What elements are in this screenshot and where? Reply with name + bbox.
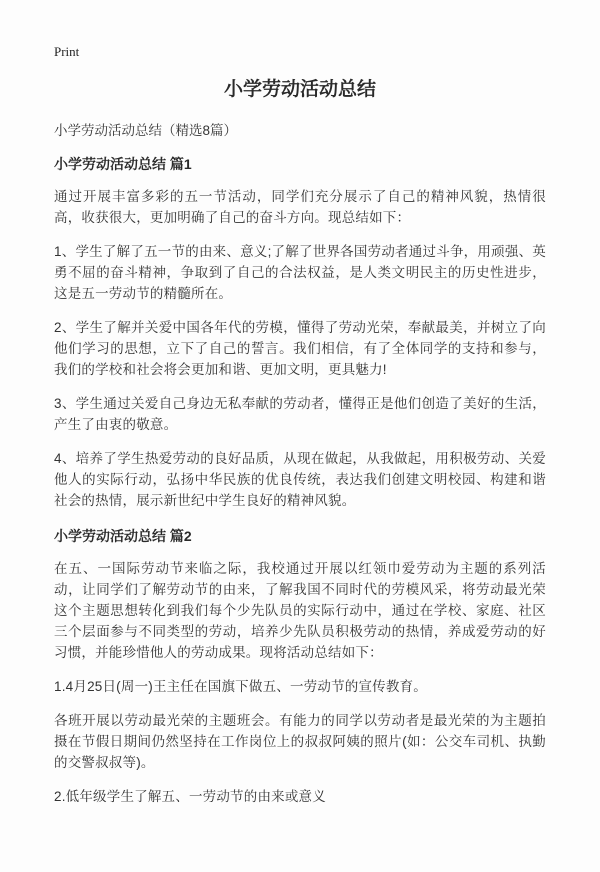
- paragraph: 各班开展以劳动最光荣的主题班会。有能力的同学以劳动者是最光荣的为主题拍摄在节假日期间仍然坚持在工作岗位上的叔叔阿姨的照片(如：公交车司机、执勤的交警叔叔等)。: [54, 713, 546, 770]
- paragraph: 1、学生了解了五一节的由来、意义;了解了世界各国劳动者通过斗争，用顽强、英勇不屈的奋斗精神，争取到了自己的合法权益，是人类文明民主的历史性进步，这是五一劳动节的精髓所在。: [54, 244, 546, 301]
- document-page: [0, 44, 600, 872]
- paragraph: 通过开展丰富多彩的五一节活动，同学们充分展示了自己的精神风貌，热情很高，收获很大，更加明确了自己的奋斗方向。现总结如下：: [54, 189, 546, 225]
- page-subtitle: 小学劳动活动总结（精选8篇）: [54, 123, 238, 138]
- section-1: [54, 155, 546, 511]
- paragraph: 3、学生通过关爱自己身边无私奉献的劳动者，懂得正是他们创造了美好的生活，产生了由衷的敬意。: [54, 396, 546, 432]
- page-title: 小学劳动活动总结: [223, 79, 376, 100]
- print-link[interactable]: Print: [54, 44, 80, 59]
- paragraph: 在五、一国际劳动节来临之际，我校通过开展以红领巾爱劳动为主题的系列活动，让同学们了解劳动节的由来，了解我国不同时代的劳模风采，将劳动最光荣这个主题思想转化到我们每个少先队员的实际行动中，通过在学校、家庭、社区三个层面参与不同类型的劳动，培养少先队员积极劳动的热情，养成爱劳动的好习惯，并能珍惜他人的劳动成果。现将活动总结如下：: [54, 561, 546, 660]
- section-2-heading: 小学劳动活动总结 篇2: [54, 528, 192, 544]
- section-1-heading: 小学劳动活动总结 篇1: [54, 156, 192, 172]
- paragraph: 2、学生了解并关爱中国各年代的劳模，懂得了劳动光荣，奉献最美，并树立了向他们学习的思想，立下了自己的誓言。我们相信，有了全体同学的支持和参与，我们的学校和社会将会更加和谐、更加文明，更具魅力!: [54, 320, 546, 377]
- paragraph: 2.低年级学生了解五、一劳动节的由来或意义: [54, 789, 326, 804]
- section-2: [54, 527, 546, 807]
- paragraph: 1.4月25日(周一)王主任在国旗下做五、一劳动节的宣传教育。: [54, 679, 427, 694]
- paragraph: 4、培养了学生热爱劳动的良好品质，从现在做起，从我做起，用积极劳动、关爱他人的实际行动，弘扬中华民族的优良传统，表达我们创建文明校园、构建和谐社会的热情，展示新世纪中学生良好的精神风貌。: [54, 451, 546, 508]
